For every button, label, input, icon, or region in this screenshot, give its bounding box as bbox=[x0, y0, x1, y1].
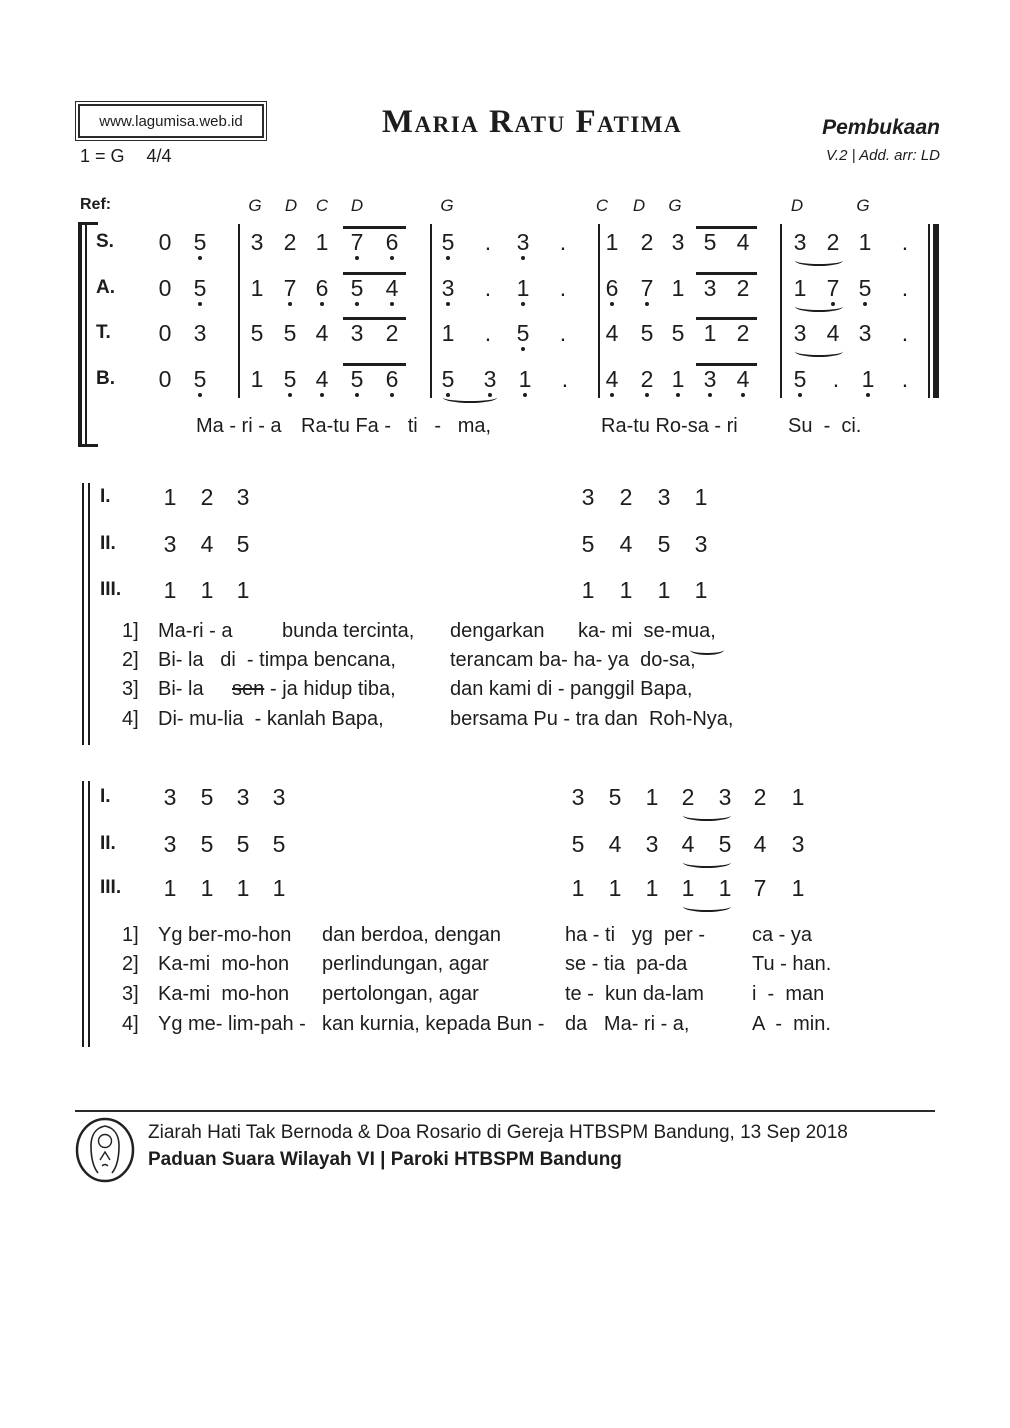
lyric-slur-arc bbox=[690, 645, 724, 655]
octave-low-dot bbox=[521, 256, 525, 260]
slur-arc bbox=[795, 255, 843, 266]
note-number: 3 bbox=[791, 831, 805, 857]
note-number: 5 bbox=[236, 831, 250, 857]
verse-text-segment: Ka-mi mo-hon bbox=[158, 983, 290, 1005]
note-number: 1 bbox=[441, 320, 455, 346]
note-number: 7 bbox=[826, 275, 840, 301]
octave-low-dot bbox=[198, 256, 202, 260]
note-number: 4 bbox=[826, 320, 840, 346]
chord-label: C bbox=[315, 196, 329, 215]
octave-low-dot bbox=[523, 393, 527, 397]
note-number: 7 bbox=[350, 229, 364, 255]
note-number: 5 bbox=[272, 831, 286, 857]
refrain-lyric-segment: Ra-tu Ro-sa - ri bbox=[601, 415, 738, 437]
octave-low-dot bbox=[198, 302, 202, 306]
note-number: 1 bbox=[793, 275, 807, 301]
note-number: . bbox=[559, 275, 567, 301]
octave-low-dot bbox=[521, 347, 525, 351]
note-number: 3 bbox=[250, 229, 264, 255]
note-number: 3 bbox=[571, 784, 585, 810]
octave-low-dot bbox=[863, 302, 867, 306]
note-number: 3 bbox=[483, 366, 497, 392]
verse-text-segment: pertolongan, agar bbox=[322, 983, 479, 1005]
slur-arc bbox=[795, 346, 843, 357]
octave-low-dot bbox=[645, 393, 649, 397]
note-number: 1 bbox=[694, 484, 708, 510]
note-number: 4 bbox=[315, 366, 329, 392]
note-number: 1 bbox=[518, 366, 532, 392]
note-number: 3 bbox=[694, 531, 708, 557]
verse-text-segment: Ma-ri - a bbox=[158, 620, 233, 642]
note-number: 2 bbox=[200, 484, 214, 510]
verse-number: 3] bbox=[122, 678, 139, 700]
note-number: 6 bbox=[385, 229, 399, 255]
beam-line bbox=[696, 226, 757, 229]
note-number: 5 bbox=[200, 784, 214, 810]
note-number: 1 bbox=[581, 577, 595, 603]
note-number: 3 bbox=[657, 484, 671, 510]
note-number: 4 bbox=[681, 831, 695, 857]
note-number: 1 bbox=[694, 577, 708, 603]
octave-low-dot bbox=[676, 393, 680, 397]
chord-label: D bbox=[350, 196, 364, 215]
beam-line bbox=[343, 226, 406, 229]
note-number: 1 bbox=[671, 366, 685, 392]
octave-low-dot bbox=[610, 393, 614, 397]
note-number: 1 bbox=[605, 229, 619, 255]
note-number: 1 bbox=[200, 875, 214, 901]
melody2-label-ii: II. bbox=[100, 533, 116, 554]
note-number: 1 bbox=[703, 320, 717, 346]
verse-bracket-line bbox=[82, 781, 84, 1047]
note-number: 3 bbox=[236, 784, 250, 810]
note-number: 5 bbox=[793, 366, 807, 392]
verse-bracket-line bbox=[88, 781, 90, 1047]
occasion-label: Pembukaan bbox=[822, 116, 940, 139]
note-number: 5 bbox=[581, 531, 595, 557]
verse-text-segment: perlindungan, agar bbox=[322, 953, 489, 975]
note-number: 2 bbox=[283, 229, 297, 255]
note-number: 0 bbox=[158, 275, 172, 301]
note-number: 3 bbox=[272, 784, 286, 810]
voice-label-s: S. bbox=[96, 231, 114, 252]
note-number: 5 bbox=[608, 784, 622, 810]
note-number: 5 bbox=[350, 366, 364, 392]
note-number: 2 bbox=[826, 229, 840, 255]
octave-low-dot bbox=[355, 393, 359, 397]
note-number: 3 bbox=[703, 366, 717, 392]
note-number: 5 bbox=[236, 531, 250, 557]
slur-arc bbox=[795, 301, 843, 312]
note-number: 5 bbox=[283, 320, 297, 346]
verse-text-segment: te - kun da-lam bbox=[565, 983, 704, 1005]
note-number: 7 bbox=[640, 275, 654, 301]
beam-line bbox=[343, 317, 406, 320]
octave-low-dot bbox=[521, 302, 525, 306]
verse-text-segment: se - tia pa-da bbox=[565, 953, 688, 975]
chord-label: C bbox=[595, 196, 609, 215]
note-number: 5 bbox=[200, 831, 214, 857]
note-number: 5 bbox=[441, 229, 455, 255]
beam-line bbox=[343, 363, 406, 366]
version-credit: V.2 | Add. arr: LD bbox=[826, 147, 940, 164]
verse-text-segment: terancam ba- ha- ya do-sa, bbox=[450, 649, 696, 671]
note-number: 1 bbox=[681, 875, 695, 901]
slur-arc bbox=[683, 901, 731, 912]
verse-text-segment: - ja hidup tiba, bbox=[270, 678, 396, 700]
octave-low-dot bbox=[355, 256, 359, 260]
verse-text-segment: ha - ti yg per - bbox=[565, 924, 706, 946]
note-number: 3 bbox=[718, 784, 732, 810]
beam-line bbox=[343, 272, 406, 275]
refrain-lyric-segment: Su - ci. bbox=[788, 415, 862, 437]
note-number: 4 bbox=[736, 229, 750, 255]
verse-number: 1] bbox=[122, 924, 139, 946]
verse-number: 1] bbox=[122, 620, 139, 642]
verse-number: 3] bbox=[122, 983, 139, 1005]
note-number: 1 bbox=[861, 366, 875, 392]
key-signature: 1 = G bbox=[80, 146, 125, 166]
note-number: . bbox=[559, 320, 567, 346]
octave-low-dot bbox=[320, 302, 324, 306]
verse-text-segment: ca - ya bbox=[752, 924, 813, 946]
note-number: 2 bbox=[385, 320, 399, 346]
bracket-serif-top bbox=[78, 222, 98, 225]
note-number: 2 bbox=[640, 229, 654, 255]
note-number: 3 bbox=[793, 320, 807, 346]
note-number: 4 bbox=[605, 320, 619, 346]
note-number: 5 bbox=[193, 275, 207, 301]
note-number: 3 bbox=[645, 831, 659, 857]
note-number: 1 bbox=[791, 875, 805, 901]
octave-low-dot bbox=[645, 302, 649, 306]
note-number: 5 bbox=[441, 366, 455, 392]
note-number: 0 bbox=[158, 320, 172, 346]
footer-divider bbox=[75, 1110, 935, 1112]
melody2-label-iii: III. bbox=[100, 579, 122, 600]
note-number: 4 bbox=[385, 275, 399, 301]
note-number: 3 bbox=[163, 784, 177, 810]
verse-text-segment: Tu - han. bbox=[752, 953, 832, 975]
note-number: 3 bbox=[441, 275, 455, 301]
note-number: . bbox=[484, 229, 492, 255]
note-number: 1 bbox=[163, 484, 177, 510]
note-number: 1 bbox=[315, 229, 329, 255]
slur-arc bbox=[683, 810, 731, 821]
verse-text-segment: kan kurnia, kepada Bun - bbox=[322, 1013, 545, 1035]
verse-text-segment: A - min. bbox=[752, 1013, 831, 1035]
octave-low-dot bbox=[390, 256, 394, 260]
octave-low-dot bbox=[708, 393, 712, 397]
octave-low-dot bbox=[446, 302, 450, 306]
note-number: 1 bbox=[791, 784, 805, 810]
note-number: 5 bbox=[571, 831, 585, 857]
note-number: 1 bbox=[250, 366, 264, 392]
melody3-label-iii: III. bbox=[100, 877, 122, 898]
note-number: . bbox=[559, 229, 567, 255]
note-number: . bbox=[484, 320, 492, 346]
note-number: 3 bbox=[793, 229, 807, 255]
note-number: 5 bbox=[250, 320, 264, 346]
note-number: 5 bbox=[193, 366, 207, 392]
time-signature: 4/4 bbox=[146, 146, 172, 166]
note-number: 3 bbox=[516, 229, 530, 255]
verse-text-segment: bunda tercinta, bbox=[282, 620, 415, 642]
note-number: 1 bbox=[163, 875, 177, 901]
note-number: 3 bbox=[858, 320, 872, 346]
verse-text-segment: dan berdoa, dengan bbox=[322, 924, 502, 946]
octave-low-dot bbox=[355, 302, 359, 306]
beam-line bbox=[696, 272, 757, 275]
note-number: 1 bbox=[645, 784, 659, 810]
note-number: 1 bbox=[718, 875, 732, 901]
note-number: 5 bbox=[193, 229, 207, 255]
note-number: 5 bbox=[718, 831, 732, 857]
note-number: 5 bbox=[640, 320, 654, 346]
note-number: 1 bbox=[657, 577, 671, 603]
mary-logo-icon bbox=[74, 1116, 136, 1189]
note-number: 4 bbox=[736, 366, 750, 392]
melody3-label-ii: II. bbox=[100, 833, 116, 854]
final-barline-thick bbox=[933, 224, 939, 398]
verse-text-segment: Di- mu-lia - kanlah Bapa, bbox=[158, 708, 384, 730]
chord-label: G bbox=[668, 196, 682, 215]
octave-low-dot bbox=[798, 393, 802, 397]
verse-text-segment: i - man bbox=[752, 983, 825, 1005]
note-number: 1 bbox=[858, 229, 872, 255]
note-number: 4 bbox=[619, 531, 633, 557]
note-number: 3 bbox=[581, 484, 595, 510]
barline bbox=[780, 224, 782, 398]
verse-number: 4] bbox=[122, 708, 139, 730]
note-number: 2 bbox=[619, 484, 633, 510]
note-number: 1 bbox=[163, 577, 177, 603]
note-number: 1 bbox=[236, 577, 250, 603]
footer-choir-line: Paduan Suara Wilayah VI | Paroki HTBSPM Bandung bbox=[148, 1149, 622, 1170]
chord-label: D bbox=[790, 196, 804, 215]
octave-low-dot bbox=[741, 393, 745, 397]
octave-low-dot bbox=[288, 302, 292, 306]
refrain-lyric-segment: Ra-tu Fa - ti - ma, bbox=[301, 415, 492, 437]
note-number: 4 bbox=[608, 831, 622, 857]
note-number: 3 bbox=[350, 320, 364, 346]
chord-label: G bbox=[856, 196, 870, 215]
chord-label: G bbox=[440, 196, 454, 215]
slur-arc bbox=[443, 392, 497, 403]
note-number: 5 bbox=[703, 229, 717, 255]
chord-label: D bbox=[284, 196, 298, 215]
verse-number: 2] bbox=[122, 953, 139, 975]
octave-low-dot bbox=[390, 393, 394, 397]
note-number: 2 bbox=[736, 320, 750, 346]
note-number: . bbox=[901, 275, 909, 301]
system-bracket-thin bbox=[85, 222, 87, 446]
barline bbox=[238, 224, 240, 398]
note-number: 6 bbox=[605, 275, 619, 301]
verse-text-segment: Yg me- lim-pah - bbox=[158, 1013, 306, 1035]
note-number: 3 bbox=[671, 229, 685, 255]
note-number: . bbox=[832, 366, 840, 392]
octave-low-dot bbox=[198, 393, 202, 397]
octave-low-dot bbox=[320, 393, 324, 397]
note-number: 7 bbox=[283, 275, 297, 301]
verse-text-segment: Ka-mi mo-hon bbox=[158, 953, 290, 975]
barline bbox=[430, 224, 432, 398]
note-number: . bbox=[901, 366, 909, 392]
note-number: 3 bbox=[163, 531, 177, 557]
beam-line bbox=[696, 363, 757, 366]
note-number: 2 bbox=[681, 784, 695, 810]
note-number: 3 bbox=[236, 484, 250, 510]
note-number: 3 bbox=[703, 275, 717, 301]
note-number: 1 bbox=[619, 577, 633, 603]
note-number: . bbox=[901, 320, 909, 346]
melody2-label-i: I. bbox=[100, 486, 111, 507]
note-number: 5 bbox=[283, 366, 297, 392]
note-number: 1 bbox=[250, 275, 264, 301]
website-url: www.lagumisa.web.id bbox=[99, 112, 243, 130]
verse-number: 4] bbox=[122, 1013, 139, 1035]
verse-text-segment: ka- mi se-mua, bbox=[578, 620, 716, 642]
footer-event-line: Ziarah Hati Tak Bernoda & Doa Rosario di Gereja HTBSPM Bandung, 13 Sep 2018 bbox=[148, 1122, 848, 1143]
note-number: . bbox=[561, 366, 569, 392]
verse-bracket-line bbox=[88, 483, 90, 745]
final-barline-thin bbox=[928, 224, 930, 398]
octave-low-dot bbox=[610, 302, 614, 306]
note-number: . bbox=[484, 275, 492, 301]
note-number: 2 bbox=[736, 275, 750, 301]
voice-label-t: T. bbox=[96, 322, 111, 343]
verse-text-segment: Bi- la di - timpa bencana, bbox=[158, 649, 396, 671]
note-number: 5 bbox=[350, 275, 364, 301]
page-title: Maria Ratu Fatima bbox=[381, 104, 683, 140]
verse-text-segment: Yg ber-mo-hon bbox=[158, 924, 292, 946]
verse-text-segment: sen bbox=[232, 678, 265, 700]
note-number: 4 bbox=[200, 531, 214, 557]
verse-text-segment: da Ma- ri - a, bbox=[565, 1013, 690, 1035]
note-number: 3 bbox=[163, 831, 177, 857]
verse-text-segment: bersama Pu - tra dan Roh-Nya, bbox=[450, 708, 734, 730]
note-number: 7 bbox=[753, 875, 767, 901]
voice-label-a: A. bbox=[96, 277, 115, 298]
melody3-label-i: I. bbox=[100, 786, 111, 807]
verse-text-segment: dengarkan bbox=[450, 620, 545, 642]
note-number: 1 bbox=[516, 275, 530, 301]
verse-text-segment: Bi- la bbox=[158, 678, 204, 700]
note-number: 2 bbox=[640, 366, 654, 392]
note-number: 1 bbox=[571, 875, 585, 901]
barline bbox=[598, 224, 600, 398]
note-number: 0 bbox=[158, 366, 172, 392]
note-number: 3 bbox=[193, 320, 207, 346]
note-number: 1 bbox=[671, 275, 685, 301]
note-number: 4 bbox=[753, 831, 767, 857]
verse-number: 2] bbox=[122, 649, 139, 671]
note-number: . bbox=[901, 229, 909, 255]
octave-low-dot bbox=[288, 393, 292, 397]
note-number: 5 bbox=[671, 320, 685, 346]
refrain-lyric-segment: Ma - ri - a bbox=[196, 415, 282, 437]
note-number: 6 bbox=[315, 275, 329, 301]
note-number: 2 bbox=[753, 784, 767, 810]
octave-low-dot bbox=[390, 302, 394, 306]
chord-label: D bbox=[632, 196, 646, 215]
note-number: 1 bbox=[236, 875, 250, 901]
note-number: 0 bbox=[158, 229, 172, 255]
chord-label: G bbox=[248, 196, 262, 215]
note-number: 4 bbox=[315, 320, 329, 346]
note-number: 5 bbox=[657, 531, 671, 557]
note-number: 5 bbox=[516, 320, 530, 346]
verse-bracket-line bbox=[82, 483, 84, 745]
note-number: 1 bbox=[645, 875, 659, 901]
beam-line bbox=[696, 317, 757, 320]
voice-label-b: B. bbox=[96, 368, 115, 389]
note-number: 1 bbox=[200, 577, 214, 603]
octave-low-dot bbox=[866, 393, 870, 397]
note-number: 1 bbox=[272, 875, 286, 901]
refrain-label: Ref: bbox=[80, 196, 112, 213]
slur-arc bbox=[683, 857, 731, 868]
note-number: 4 bbox=[605, 366, 619, 392]
note-number: 5 bbox=[858, 275, 872, 301]
system-bracket-thick bbox=[78, 222, 82, 446]
note-number: 1 bbox=[608, 875, 622, 901]
octave-low-dot bbox=[446, 256, 450, 260]
verse-text-segment: dan kami di - panggil Bapa, bbox=[450, 678, 693, 700]
bracket-serif-bottom bbox=[78, 444, 98, 447]
note-number: 6 bbox=[385, 366, 399, 392]
